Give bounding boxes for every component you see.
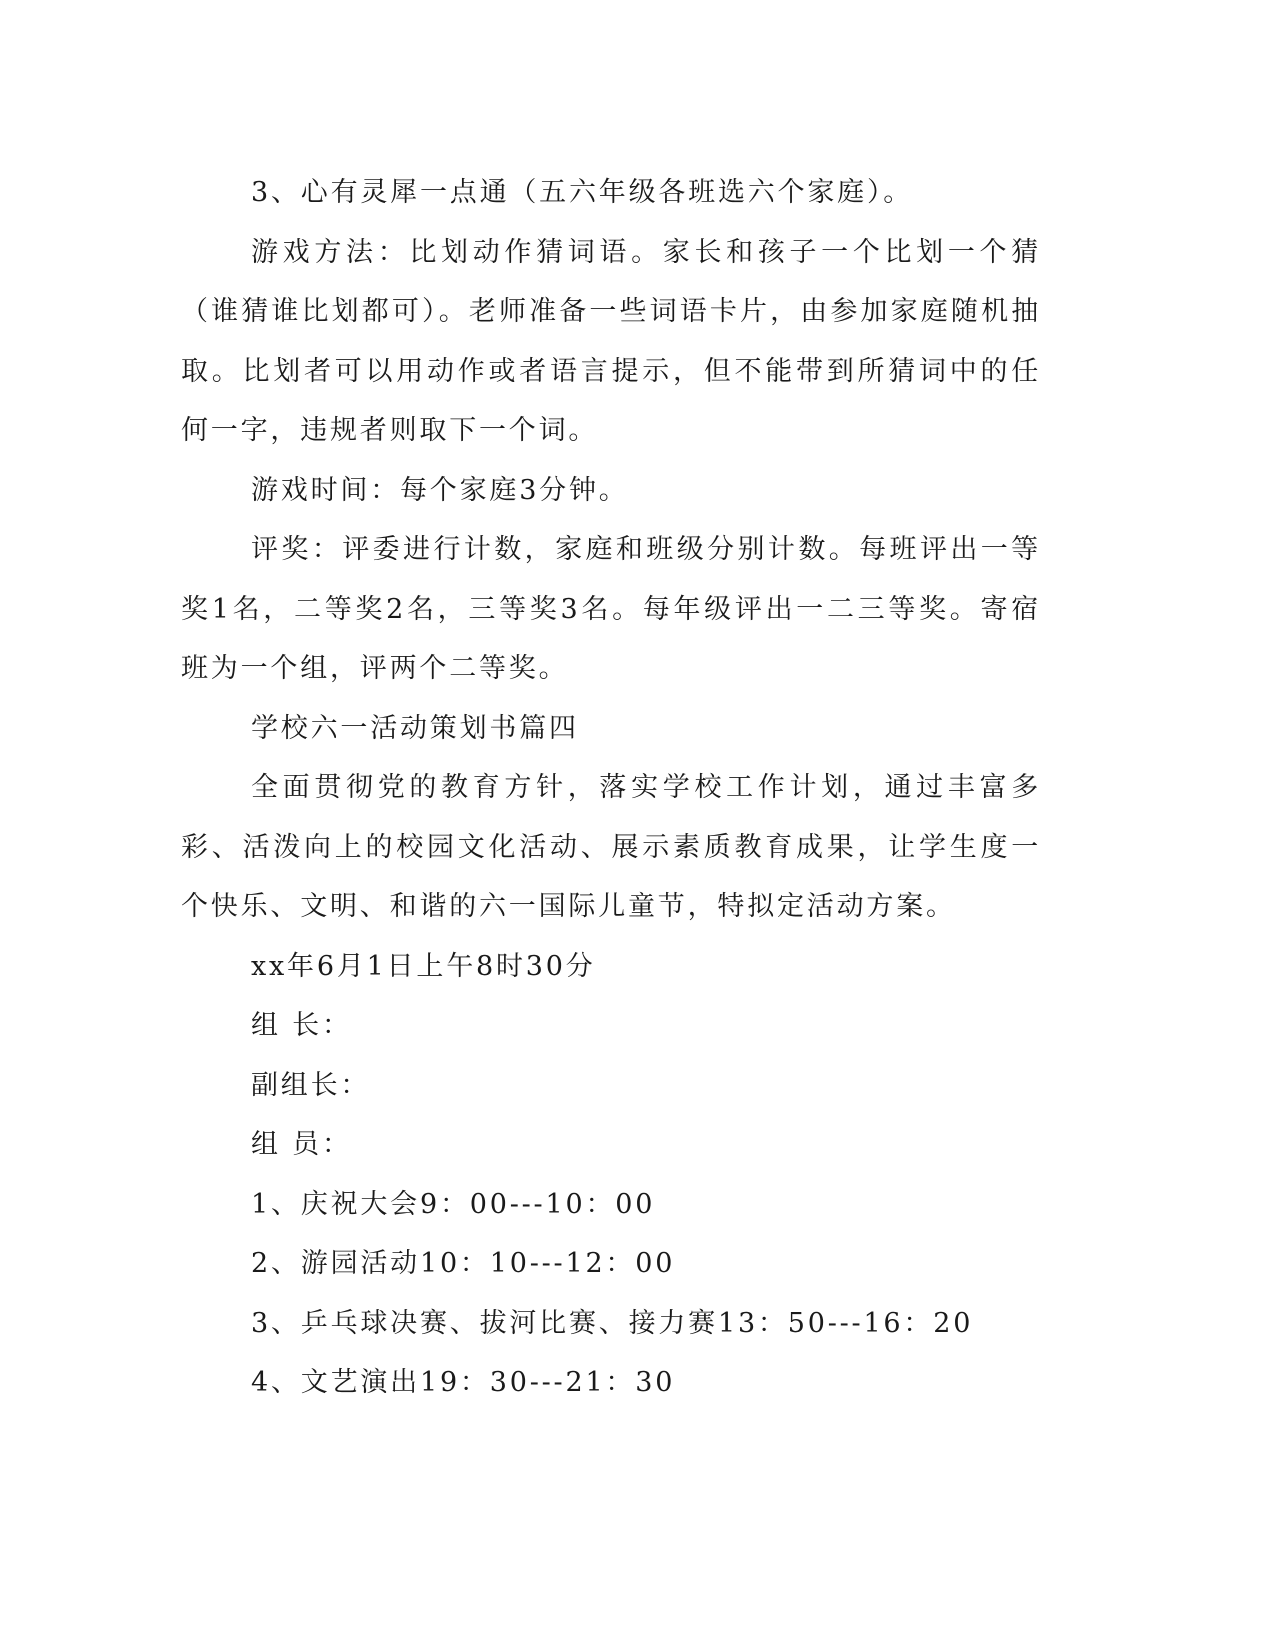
paragraph-members: 组 员： <box>251 1129 352 1160</box>
schedule-item: 1、庆祝大会9：00---10：00 <box>251 1188 656 1220</box>
schedule-item: 3、乒乓球决赛、拔河比赛、接力赛13：50---16：20 <box>251 1307 974 1339</box>
paragraph-purpose: 全面贯彻党的教育方针，落实学校工作计划，通过丰富多彩、活泼向上的校园文化活动、展示素质教育成果，让学生度一个快乐、文明、和谐的六一国际儿童节，特拟定活动方案。 <box>181 772 1041 922</box>
paragraph-game-time: 游戏时间：每个家庭3分钟。 <box>251 474 629 506</box>
paragraph-leader: 组 长： <box>251 1010 352 1041</box>
schedule-item: 4、文艺演出19：30---21：30 <box>251 1367 676 1398</box>
paragraph-awards: 评奖：评委进行计数，家庭和班级分别计数。每班评出一等奖1名，二等奖2名，三等奖3名。每年级评出一二三等奖。寄宿班为一个组，评两个二等奖。 <box>181 534 1041 684</box>
schedule-item: 2、游园活动10：10---12：00 <box>251 1248 676 1279</box>
section-heading: 学校六一活动策划书篇四 <box>251 712 579 744</box>
paragraph-game-method: 游戏方法：比划动作猜词语。家长和孩子一个比划一个猜（谁猜谁比划都可）。老师准备一些词语卡片，由参加家庭随机抽取。比划者可以用动作或者语言提示，但不能带到所猜词中的任何一字，违规者则取下一个词。 <box>181 236 1041 446</box>
paragraph-game-title: 3、心有灵犀一点通（五六年级各班选六个家庭）。 <box>251 177 914 208</box>
paragraph-date: xx年6月1日上午8时30分 <box>251 950 596 982</box>
paragraph-vice-leader: 副组长： <box>251 1069 371 1101</box>
document-body <box>181 163 1041 1413</box>
